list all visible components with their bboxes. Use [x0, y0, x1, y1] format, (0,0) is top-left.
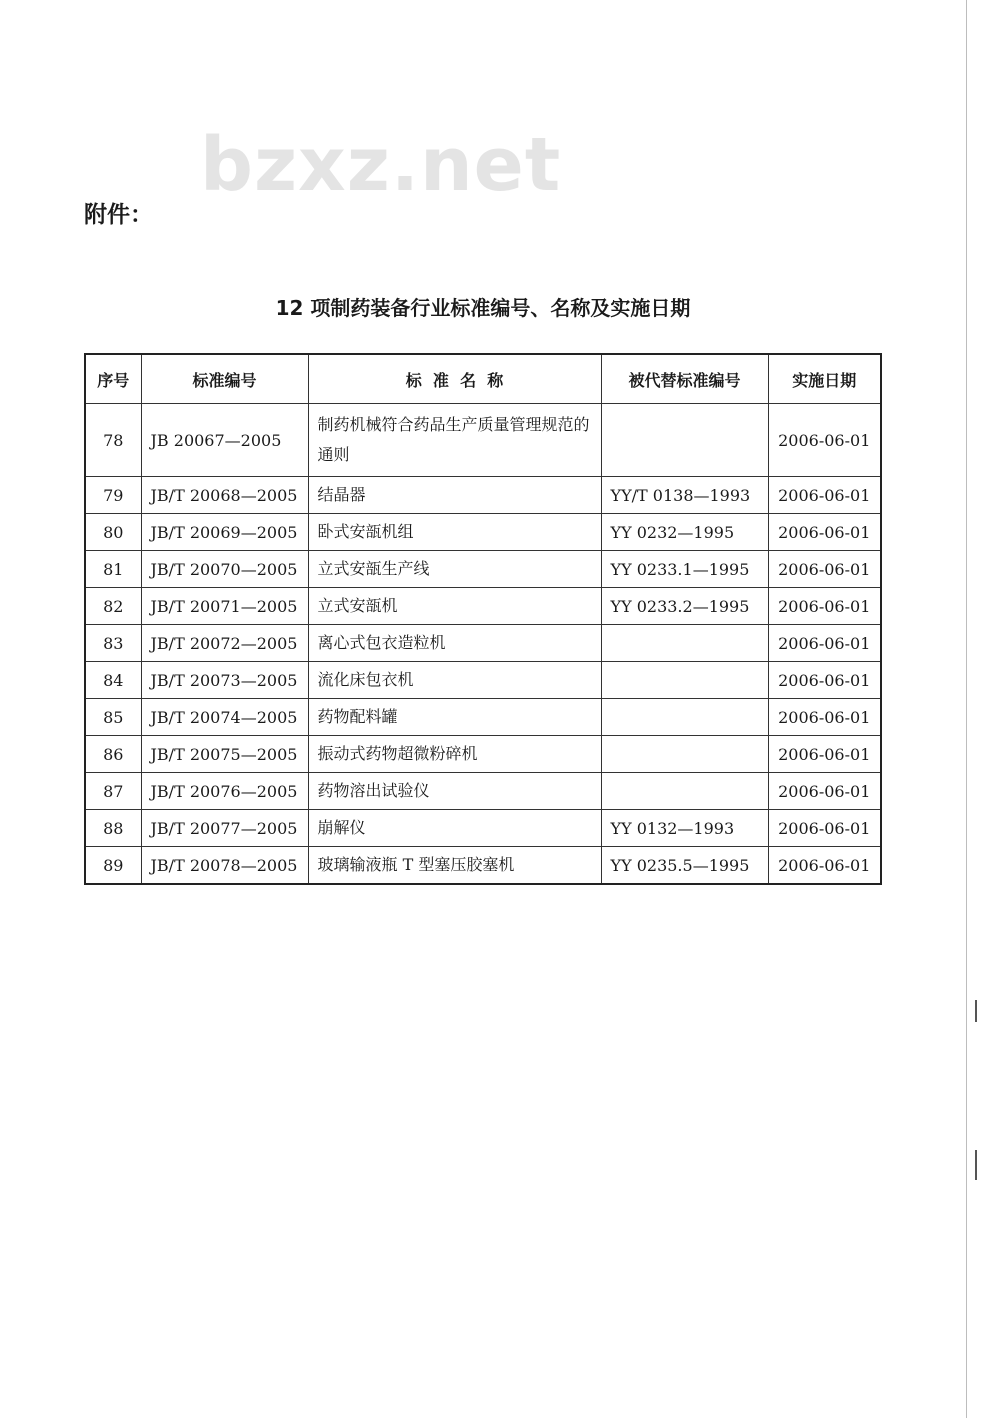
cell-standard-name: 振动式药物超微粉碎机 — [308, 736, 601, 773]
cell-replaced-code — [601, 773, 768, 810]
watermark: bzxz.net — [200, 122, 562, 208]
cell-serial-no: 87 — [85, 773, 141, 810]
scan-edge-mark — [975, 1000, 977, 1022]
cell-effective-date: 2006-06-01 — [768, 662, 881, 699]
header-serial-no: 序号 — [85, 354, 141, 404]
cell-effective-date: 2006-06-01 — [768, 847, 881, 885]
cell-replaced-code — [601, 699, 768, 736]
cell-replaced-code: YY 0233.2—1995 — [601, 588, 768, 625]
cell-standard-name: 离心式包衣造粒机 — [308, 625, 601, 662]
header-standard-code: 标准编号 — [141, 354, 308, 404]
table-row — [85, 477, 881, 514]
cell-replaced-code — [601, 625, 768, 662]
cell-standard-name: 玻璃输液瓶 T 型塞压胶塞机 — [308, 847, 601, 885]
header-replaced-code: 被代替标准编号 — [601, 354, 768, 404]
table-row — [85, 551, 881, 588]
attachment-label: 附件： — [84, 202, 153, 228]
table-row — [85, 736, 881, 773]
cell-standard-name: 制药机械符合药品生产质量管理规范的通则 — [308, 404, 601, 477]
cell-standard-code: JB/T 20077—2005 — [141, 810, 308, 847]
table-header-row — [85, 354, 881, 404]
cell-serial-no: 82 — [85, 588, 141, 625]
cell-standard-name: 立式安瓿机 — [308, 588, 601, 625]
cell-replaced-code: YY 0233.1—1995 — [601, 551, 768, 588]
cell-standard-code: JB/T 20074—2005 — [141, 699, 308, 736]
cell-replaced-code — [601, 662, 768, 699]
cell-standard-code: JB/T 20072—2005 — [141, 625, 308, 662]
cell-standard-name: 流化床包衣机 — [308, 662, 601, 699]
cell-serial-no: 89 — [85, 847, 141, 885]
cell-effective-date: 2006-06-01 — [768, 625, 881, 662]
cell-standard-code: JB/T 20076—2005 — [141, 773, 308, 810]
cell-effective-date: 2006-06-01 — [768, 404, 881, 477]
cell-effective-date: 2006-06-01 — [768, 514, 881, 551]
cell-effective-date: 2006-06-01 — [768, 810, 881, 847]
cell-standard-code: JB/T 20068—2005 — [141, 477, 308, 514]
cell-replaced-code — [601, 404, 768, 477]
cell-serial-no: 88 — [85, 810, 141, 847]
cell-effective-date: 2006-06-01 — [768, 588, 881, 625]
header-effective-date: 实施日期 — [768, 354, 881, 404]
table-row — [85, 699, 881, 736]
table-row — [85, 588, 881, 625]
cell-standard-name: 结晶器 — [308, 477, 601, 514]
cell-standard-code: JB/T 20071—2005 — [141, 588, 308, 625]
cell-standard-code: JB/T 20078—2005 — [141, 847, 308, 885]
table-row — [85, 773, 881, 810]
cell-standard-name: 药物配料罐 — [308, 699, 601, 736]
cell-standard-name: 药物溶出试验仪 — [308, 773, 601, 810]
cell-serial-no: 79 — [85, 477, 141, 514]
cell-serial-no: 85 — [85, 699, 141, 736]
cell-effective-date: 2006-06-01 — [768, 773, 881, 810]
cell-serial-no: 84 — [85, 662, 141, 699]
cell-standard-name: 崩解仪 — [308, 810, 601, 847]
cell-standard-name: 立式安瓿生产线 — [308, 551, 601, 588]
cell-effective-date: 2006-06-01 — [768, 699, 881, 736]
cell-serial-no: 86 — [85, 736, 141, 773]
cell-serial-no: 80 — [85, 514, 141, 551]
cell-standard-code: JB/T 20069—2005 — [141, 514, 308, 551]
cell-replaced-code: YY 0132—1993 — [601, 810, 768, 847]
table-row — [85, 810, 881, 847]
table-row — [85, 514, 881, 551]
cell-standard-code: JB/T 20070—2005 — [141, 551, 308, 588]
standards-table — [84, 353, 882, 885]
cell-replaced-code: YY 0232—1995 — [601, 514, 768, 551]
cell-effective-date: 2006-06-01 — [768, 736, 881, 773]
table-row — [85, 662, 881, 699]
cell-serial-no: 83 — [85, 625, 141, 662]
page-edge-line — [966, 0, 967, 1418]
document-title: 12 项制药装备行业标准编号、名称及实施日期 — [275, 296, 691, 320]
table-row — [85, 847, 881, 885]
table-row — [85, 404, 881, 477]
cell-standard-name: 卧式安瓿机组 — [308, 514, 601, 551]
scan-edge-mark — [975, 1150, 977, 1180]
table-row — [85, 625, 881, 662]
cell-standard-code: JB/T 20075—2005 — [141, 736, 308, 773]
cell-standard-code: JB 20067—2005 — [141, 404, 308, 477]
cell-effective-date: 2006-06-01 — [768, 477, 881, 514]
header-standard-name: 标 准 名 称 — [308, 354, 601, 404]
cell-replaced-code: YY 0235.5—1995 — [601, 847, 768, 885]
cell-effective-date: 2006-06-01 — [768, 551, 881, 588]
cell-standard-code: JB/T 20073—2005 — [141, 662, 308, 699]
cell-replaced-code: YY/T 0138—1993 — [601, 477, 768, 514]
cell-serial-no: 81 — [85, 551, 141, 588]
cell-replaced-code — [601, 736, 768, 773]
cell-serial-no: 78 — [85, 404, 141, 477]
